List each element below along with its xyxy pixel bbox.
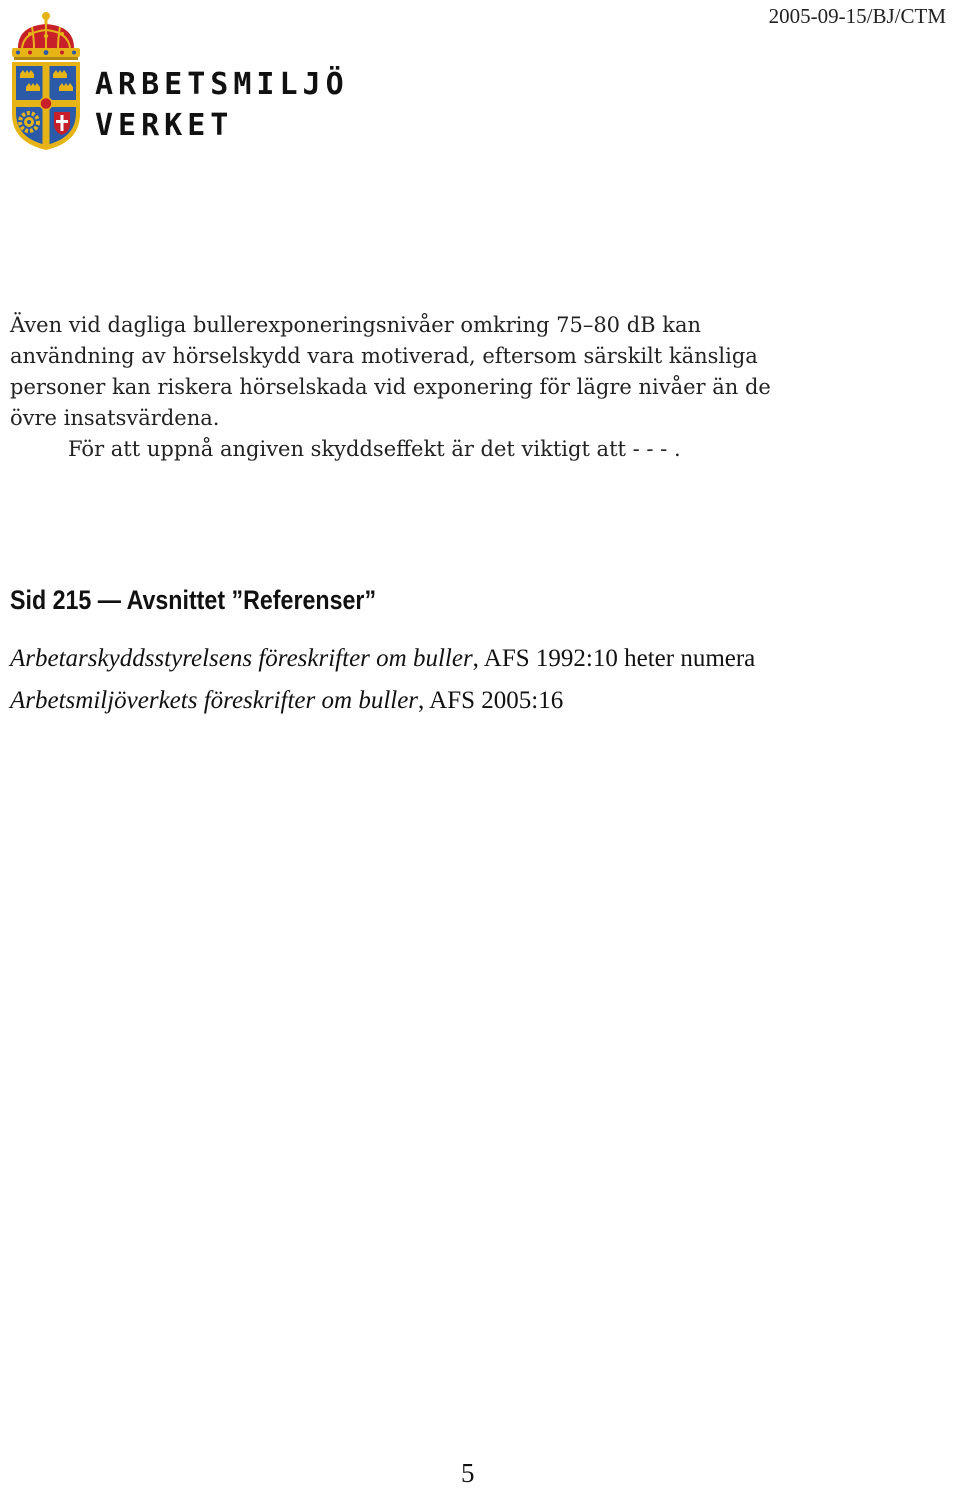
- crown-icon: [12, 12, 80, 60]
- reference-detail-new: , AFS 2005:16: [418, 687, 564, 714]
- reference-detail-old: , AFS 1992:10 heter numera: [472, 645, 756, 672]
- reference-title-new: Arbetsmiljöverkets föreskrifter om buller: [10, 687, 419, 714]
- organization-name-line-1: ARBETSMILJÖ: [95, 67, 349, 102]
- reference-text: [10, 638, 755, 722]
- paragraph-line: Även vid dagliga bullerexponeringsnivåer omkring 75–80 dB kan: [10, 313, 702, 337]
- paragraph-line: personer kan riskera hörselskada vid exponering för lägre nivåer än de: [10, 375, 771, 399]
- swedish-coat-of-arms-icon: [4, 8, 88, 152]
- document-reference: 2005-09-15/BJ/CTM: [768, 4, 946, 28]
- paragraph-line: användning av hörselskydd vara motiverad, eftersom särskilt känsliga: [10, 344, 758, 368]
- body-paragraph: [10, 310, 950, 465]
- organization-name-line-2: VERKET: [95, 108, 234, 143]
- page-number: 5: [461, 1458, 475, 1488]
- reference-title-old: Arbetarskyddsstyrelsens föreskrifter om buller: [10, 645, 473, 672]
- reference-line-2: [10, 680, 755, 722]
- organization-name: [95, 64, 349, 146]
- paragraph-line: övre insatsvärdena.: [10, 406, 220, 430]
- indented-sentence: För att uppnå angiven skyddseffekt är det viktigt att - - - .: [68, 437, 681, 461]
- section-heading: Sid 215 — Avsnittet ”Referenser”: [10, 585, 377, 615]
- reference-line-1: [10, 638, 755, 680]
- shield-icon: [12, 62, 80, 150]
